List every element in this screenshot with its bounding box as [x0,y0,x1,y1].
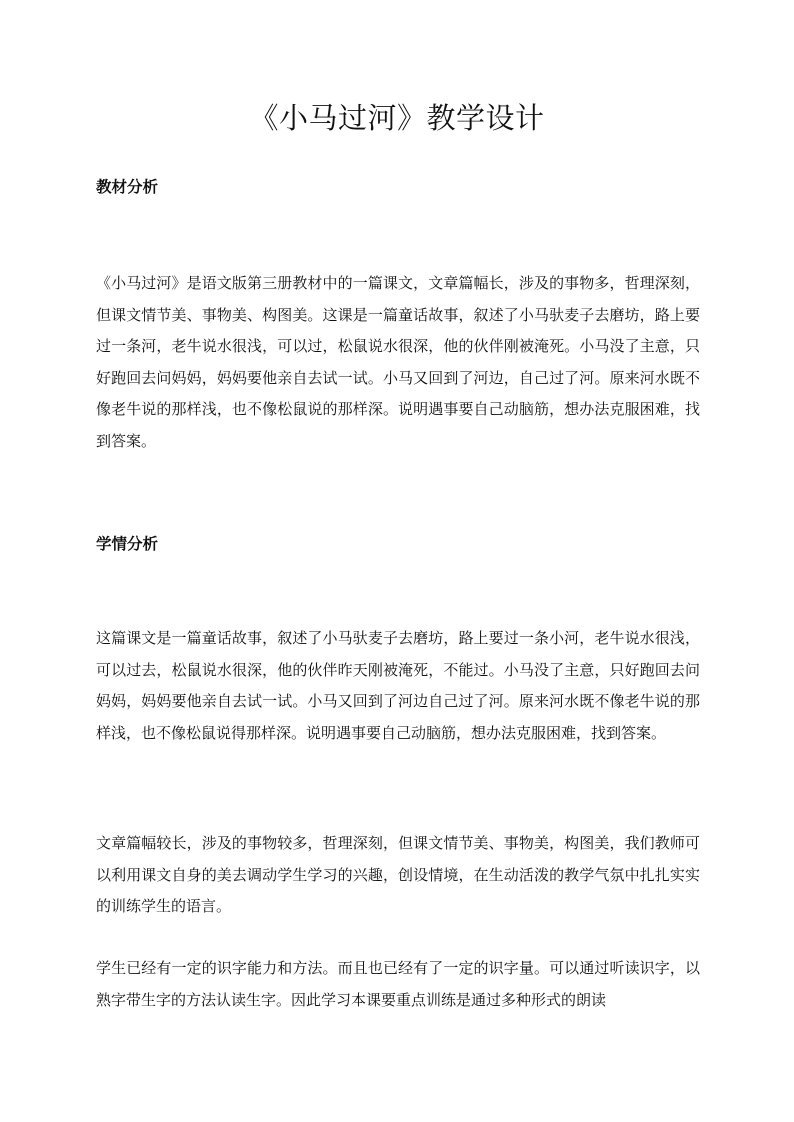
section-heading-textbook-analysis: 教材分析 [96,178,159,196]
section-paragraph: 学生已经有一定的识字能力和方法。而且也已经有了一定的识字量。可以通过听读识字，以熟字带生字的方法认读生字。因此学习本课要重点训练是通过多种形式的朗读 [96,959,700,1009]
section-paragraph: 文章篇幅较长，涉及的事物较多，哲理深刻，但课文情节美、事物美，构图美，我们教师可以利用课文自身的美去调动学生学习的兴趣，创设情境，在生动活泼的教学气氛中扎扎实实的训练学生的语言。 [96,834,700,915]
section-paragraph: 这篇课文是一篇童话故事，叙述了小马驮麦子去磨坊，路上要过一条小河，老牛说水很浅，可以过去，松鼠说水很深，他的伙伴昨天刚被淹死，不能过。小马没了主意，只好跑回去问妈妈，妈妈要他亲自去试一试。小马又回到了河边自己过了河。原来河水既不像老牛说的那样浅，也不像松鼠说得那样深。说明遇事要自己动脑筋，想办法克服困难，找到答案。 [96,629,700,742]
section-heading-student-analysis: 学情分析 [96,535,159,553]
section-paragraph: 《小马过河》是语文版第三册教材中的一篇课文，文章篇幅长，涉及的事物多，哲理深刻，但课文情节美、事物美、构图美。这课是一篇童话故事，叙述了小马驮麦子去磨坊，路上要过一条河，老牛说水很浅，可以过，松鼠说水很深，他的伙伴刚被淹死。小马没了主意，只好跑回去问妈妈，妈妈要他亲自去试一试。小马又回到了河边，自己过了河。原来河水既不像老牛说的那样浅，也不像松鼠说的那样深。说明遇事要自己动脑筋，想办法克服困难，找到答案。 [96,274,700,450]
document-title: 《小马过河》教学设计 [249,101,545,135]
